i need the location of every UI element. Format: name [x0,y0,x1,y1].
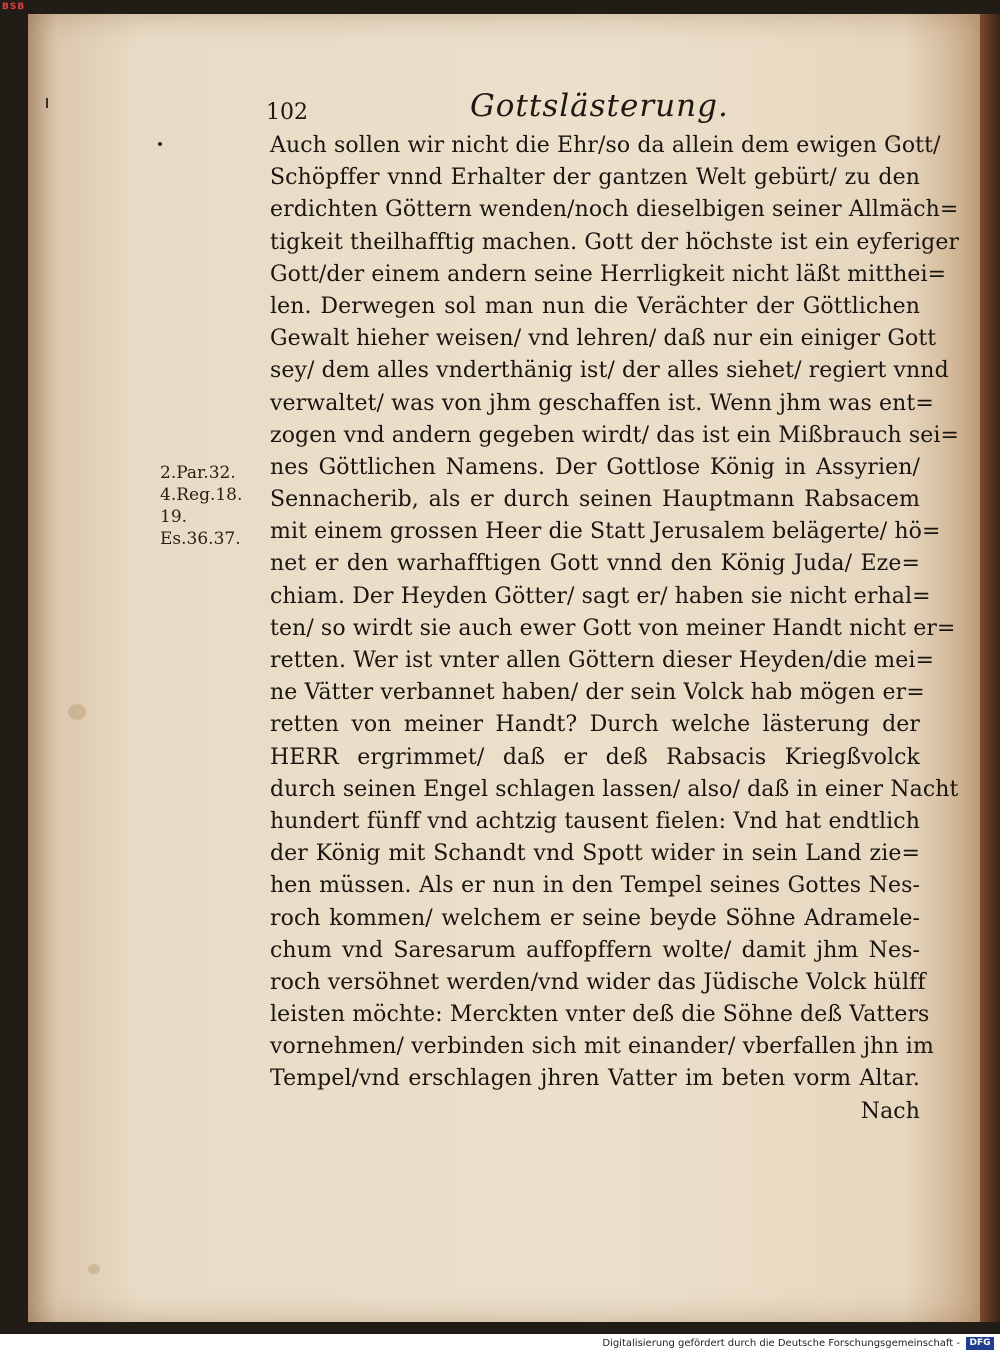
text-line: ten/ so wirdt sie auch ewer Gott von meiner Handt nicht er= [270,615,956,641]
text-line: len. Derwegen sol man nun die Verächter der Göttlichen [270,293,920,319]
text-line: retten. Wer ist vnter allen Göttern dieser Heyden/die mei= [270,648,934,673]
text-line: verwaltet/ was von jhm geschaffen ist. Wenn jhm was ent= [270,390,934,416]
paper-stain [88,1264,100,1274]
text-line: roch kommen/ welchem er seine beyde Söhne Adramele- [270,905,920,931]
text-line: erdichten Göttern wenden/noch dieselbigen seiner Allmäch= [270,197,959,223]
body-text [270,130,960,1128]
marginal-references [160,462,270,550]
text-line: hundert fünff vnd achtzig tausent fielen: Vnd hat endtlich [270,808,920,834]
dfg-logo: DFG [966,1337,994,1350]
text-line: zogen vnd andern gegeben wirdt/ das ist ein Mißbrauch sei= [270,422,960,448]
paper-stain [68,704,86,720]
page-number: 102 [266,100,308,125]
margin-dot [158,142,162,146]
margin-mark [46,98,48,108]
text-line: Tempel/vnd erschlagen jhren Vatter im beten vorm Altar. [270,1066,920,1092]
catchword: Nach [860,1098,920,1124]
margin-reference: 19. [160,507,188,527]
text-line: Sennacherib, als er durch seinen Hauptmann Rabsacem [270,487,920,513]
margin-reference: Es.36.37. [160,529,241,549]
bsb-library-mark: BSB [2,2,26,12]
text-line: mit einem grossen Heer die Statt Jerusalem belägerte/ hö= [270,519,941,545]
text-line: sey/ dem alles vnderthänig ist/ der alles siehet/ regiert vnnd [270,358,949,384]
text-line: vornehmen/ verbinden sich mit einander/ vberfallen jhn im [270,1034,934,1060]
text-line: Gewalt hieher weisen/ vnd lehren/ daß nur ein einiger Gott [270,326,937,352]
text-line: chum vnd Saresarum auffopffern wolte/ damit jhm Nes- [270,937,920,963]
text-line: Schöpffer vnnd Erhalter der gantzen Welt gebürt/ zu den [270,165,920,191]
text-line: nes Göttlichen Namens. Der Gottlose König in Assyrien/ [270,454,920,480]
text-line: Gott/der einem andern seine Herrligkeit nicht läßt mitthei= [270,261,947,287]
funding-credit: Digitalisierung gefördert durch die Deutsche Forschungsgemeinschaft - [602,1338,960,1349]
text-line: tigkeit theilhafftig machen. Gott der höchste ist ein eyferiger [270,229,960,255]
text-line: retten von meiner Handt? Durch welche lästerung der [270,712,920,738]
margin-reference: 2.Par.32. [160,463,236,483]
text-line: leisten möchte: Merckten vnter deß die Söhne deß Vatters [270,1002,930,1028]
text-line: net er den warhafftigen Gott vnnd den König Juda/ Eze= [270,551,920,577]
text-line: Auch sollen wir nicht die Ehr/so da allein dem ewigen Gott/ [270,133,941,158]
text-line: hen müssen. Als er nun in den Tempel seines Gottes Nes- [270,873,920,899]
text-line: roch versöhnet werden/vnd wider das Jüdische Volck hülff [270,969,926,995]
text-line: ne Vätter verbannet haben/ der sein Volck hab mögen er= [270,680,925,706]
text-line: HERR ergrimmet/ daß er deß Rabsacis Kriegßvolck [270,744,920,770]
margin-reference: 4.Reg.18. [160,485,243,505]
book-binding-edge [980,14,1000,1322]
running-title: Gottslästerung. [470,88,729,124]
text-line: durch seinen Engel schlagen lassen/ also/ daß in einer Nacht [270,776,959,802]
text-line: der König mit Schandt vnd Spott wider in sein Land zie= [270,841,920,867]
text-line: chiam. Der Heyden Götter/ sagt er/ haben sie nicht erhal= [270,583,931,609]
